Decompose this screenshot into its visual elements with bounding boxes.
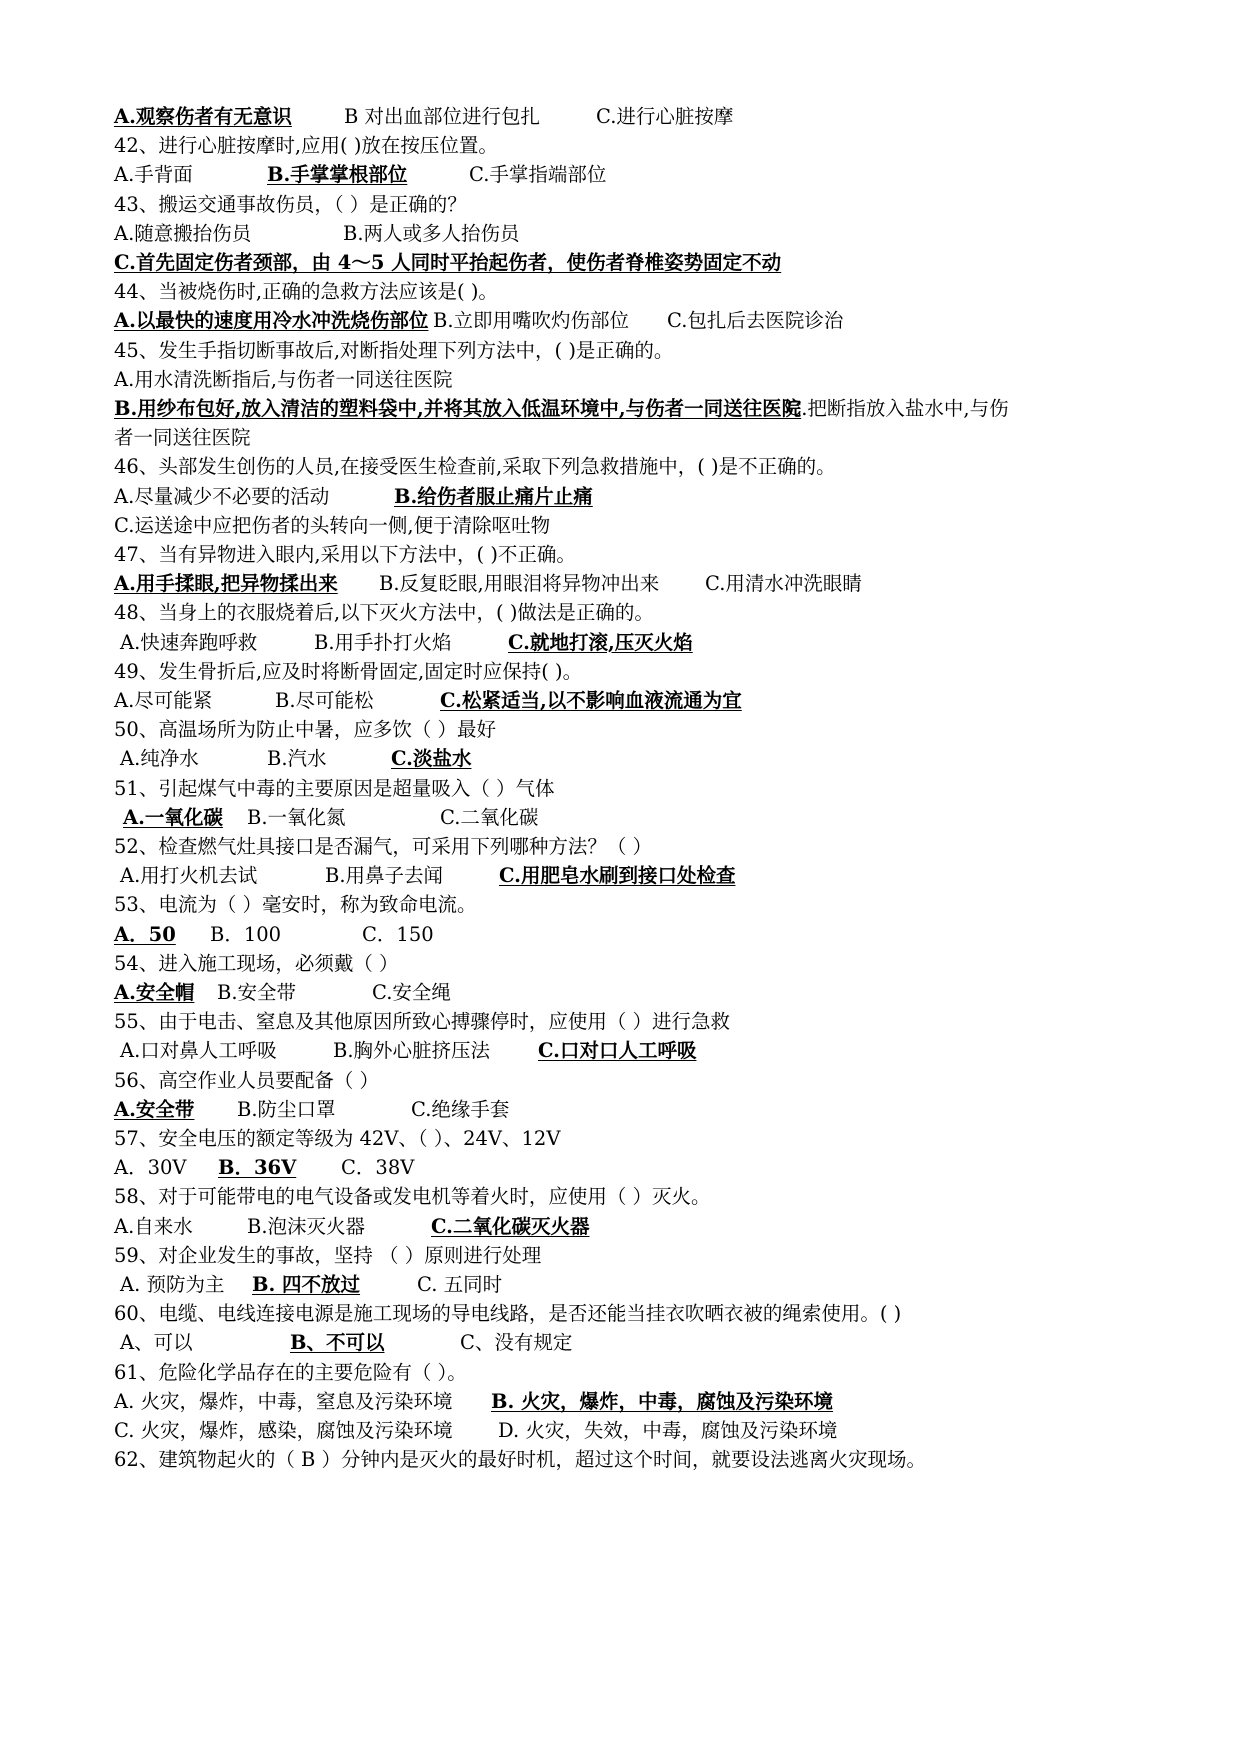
answer-option: B 对出血部位进行包扎	[344, 105, 541, 128]
answer-option: A.尽可能紧	[114, 689, 213, 712]
answer-option: A．30V	[114, 1156, 187, 1180]
correct-answer: C.二氧化碳灭火器	[431, 1214, 590, 1238]
answer-option: B.泡沫灭火器	[247, 1214, 366, 1238]
question-text: 59、对企业发生的事故，坚持 （ ）原则进行处理	[114, 1243, 542, 1267]
question-text: 62、建筑物起火的（ B ）分钟内是灭火的最好时机，超过这个时间，就要设法逃离火灾现场。	[114, 1448, 927, 1472]
answer-option: A.口对鼻人工呼吸	[120, 1039, 277, 1063]
correct-answer: A.安全帽	[114, 981, 195, 1004]
question-text: 53、电流为（ ）毫安时，称为致命电流。	[114, 893, 477, 917]
answer-option: C、没有规定	[460, 1331, 573, 1355]
answer-option: B.胸外心脏挤压法	[333, 1039, 491, 1063]
question-text: 47、当有异物进入眼内,采用以下方法中，( )不正确。	[114, 543, 576, 566]
correct-answer: B. 四不放过	[252, 1273, 361, 1296]
question-text: 51、引起煤气中毒的主要原因是超量吸入（ ）气体	[114, 776, 555, 800]
answer-option: C.安全绳	[372, 981, 451, 1004]
answer-option: B.汽水	[267, 747, 327, 771]
question-text: 50、高温场所为防止中暑，应多饮（ ）最好	[114, 718, 497, 742]
question-text: 57、安全电压的额定等级为 42V、（ ）、24V、12V	[114, 1127, 561, 1150]
question-text: 45、发生手指切断事故后,对断指处理下列方法中，( )是正确的。	[114, 338, 674, 362]
answer-option: C．38V	[341, 1156, 415, 1180]
correct-answer: A．50	[114, 922, 176, 946]
answer-option: B.一氧化氮	[247, 805, 346, 829]
answer-option: A.用水清洗断指后,与伤者一同送往医院	[114, 367, 453, 391]
correct-answer: B.给伤者服止痛片止痛	[394, 484, 593, 508]
answer-option: C. 火灾，爆炸，感染，腐蚀及污染环境	[114, 1419, 453, 1442]
answer-option: A.纯净水	[120, 747, 199, 771]
answer-option: A.手背面	[114, 163, 193, 187]
correct-answer: C.口对口人工呼吸	[538, 1039, 697, 1063]
answer-option: C. 五同时	[417, 1273, 503, 1296]
correct-answer: A.观察伤者有无意识	[114, 105, 292, 128]
answer-option: C.手掌指端部位	[469, 163, 607, 187]
question-text: 52、检查燃气灶具接口是否漏气，可采用下列哪种方法？（ ）	[114, 835, 653, 858]
question-text: 61、危险化学品存在的主要危险有（ ）。	[114, 1360, 467, 1384]
correct-answer: B.手掌掌根部位	[267, 163, 408, 187]
answer-option: A.自来水	[114, 1214, 193, 1238]
question-text: 48、当身上的衣服烧着后,以下灭火方法中，( )做法是正确的。	[114, 601, 654, 625]
question-text: 60、电缆、电线连接电源是施工现场的导电线路，是否还能当挂衣吹晒衣被的绳索使用。( )	[114, 1302, 902, 1326]
answer-option: B.尽可能松	[275, 689, 374, 712]
question-text: 55、由于电击、窒息及其他原因所致心搏骤停时，应使用（ ）进行急救	[114, 1010, 731, 1034]
answer-option: B.两人或多人抬伤员	[343, 221, 520, 245]
correct-answer: B、不可以	[290, 1331, 385, 1355]
question-text: 49、发生骨折后,应及时将断骨固定,固定时应保持( )。	[114, 659, 583, 683]
correct-answer: B.用纱布包好,放入清洁的塑料袋中,并将其放入低温环境中,与伤者一同送往医院	[114, 397, 802, 420]
correct-answer: C.松紧适当,以不影响血液流通为宜	[440, 689, 742, 712]
answer-option: A. 预防为主	[120, 1273, 225, 1296]
answer-option: A.随意搬抬伤员	[114, 221, 252, 245]
answer-option: A. 火灾，爆炸，中毒，窒息及污染环境	[114, 1389, 453, 1413]
correct-answer: C.淡盐水	[391, 747, 472, 771]
correct-answer: C.就地打滚,压灭火焰	[508, 630, 693, 654]
answer-option: C.用清水冲洗眼睛	[705, 572, 862, 596]
answer-option: B.立即用嘴吹灼伤部位	[433, 309, 630, 333]
correct-answer: A.安全带	[114, 1097, 195, 1121]
answer-option: C.二氧化碳	[440, 805, 539, 829]
question-text: 54、进入施工现场，必须戴（ ）	[114, 951, 399, 975]
answer-option: B.用鼻子去闻	[325, 864, 444, 888]
answer-option: B．100	[210, 922, 282, 946]
answer-option: A.尽量减少不必要的活动	[114, 484, 330, 508]
question-text: 58、对于可能带电的电气设备或发电机等着火时，应使用（ ）灭火。	[114, 1185, 711, 1209]
correct-answer: A.以最快的速度用冷水冲洗烧伤部位	[114, 309, 429, 333]
answer-option: B.防尘口罩	[237, 1097, 336, 1121]
answer-option: C.进行心脏按摩	[596, 105, 734, 128]
answer-option: B.用手扑打火焰	[314, 630, 452, 654]
correct-answer: A.用手揉眼,把异物揉出来	[114, 572, 338, 596]
question-text: 42、进行心脏按摩时,应用( )放在按压位置。	[114, 134, 498, 158]
answer-option: C．150	[362, 922, 434, 946]
question-text: 43、搬运交通事故伤员，（ ）是正确的？	[114, 192, 467, 216]
answer-option: B.安全带	[217, 981, 297, 1004]
correct-answer: C.首先固定伤者颈部，由 4～5 人同时平抬起伤者，使伤者脊椎姿势固定不动	[114, 251, 782, 274]
correct-answer: C.用肥皂水刷到接口处检查	[499, 864, 736, 888]
answer-option: A.用打火机去试	[120, 864, 258, 888]
answer-option: D. 火灾，失效，中毒，腐蚀及污染环境	[498, 1419, 838, 1442]
answer-option: C.绝缘手套	[411, 1097, 510, 1121]
question-text: 56、高空作业人员要配备（ ）	[114, 1068, 380, 1092]
question-text: 46、头部发生创伤的人员,在接受医生检查前,采取下列急救措施中，( )是不正确的。	[114, 455, 836, 479]
correct-answer: B．36V	[218, 1156, 297, 1180]
answer-option: C.把断指放入盐水中,与伤	[787, 397, 1009, 420]
answer-option: C.运送途中应把伤者的头转向一侧,便于清除呕吐物	[114, 513, 551, 537]
answer-option: A.快速奔跑呼救	[120, 630, 258, 654]
answer-option: C.包扎后去医院诊治	[667, 309, 844, 333]
question-text: 44、当被烧伤时,正确的急救方法应该是( )。	[114, 280, 498, 304]
answer-option: B.反复眨眼,用眼泪将异物冲出来	[379, 572, 660, 596]
answer-option: A、可以	[120, 1331, 193, 1355]
correct-answer: A.一氧化碳	[123, 805, 223, 829]
answer-option: 者一同送往医院	[114, 426, 251, 450]
correct-answer: B. 火灾，爆炸，中毒，腐蚀及污染环境	[491, 1389, 834, 1413]
